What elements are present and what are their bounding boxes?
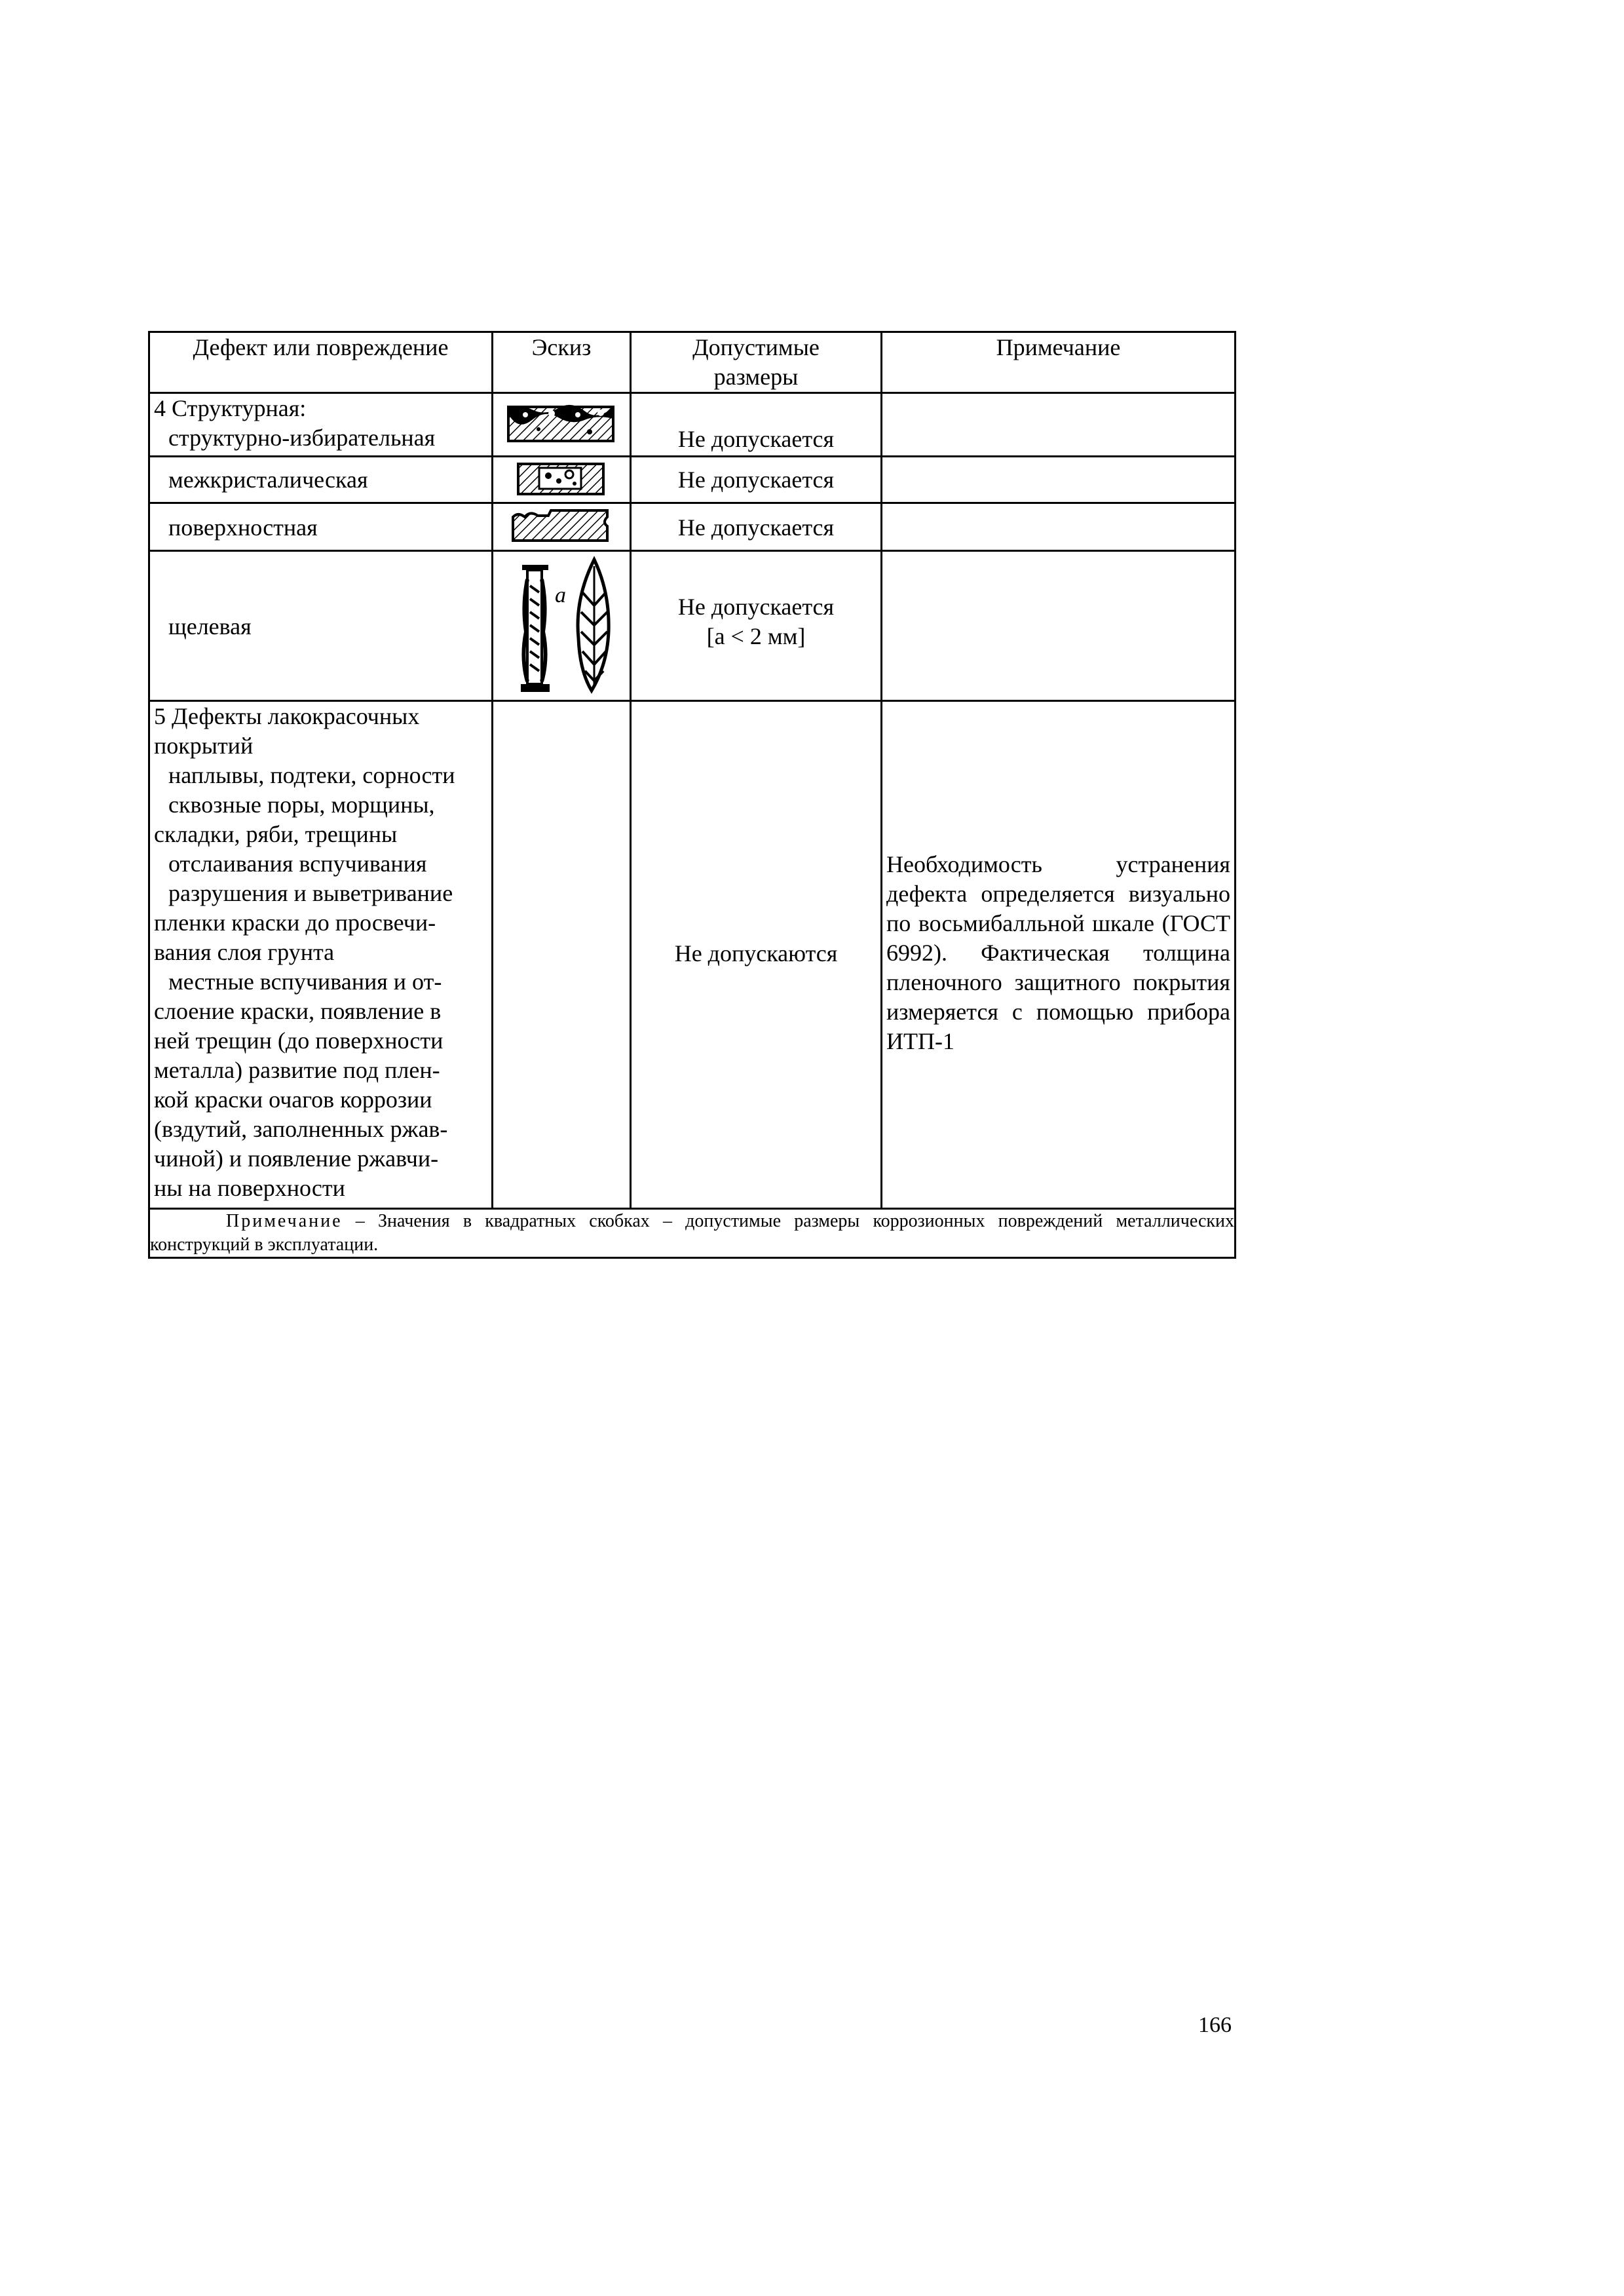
defect-cell	[149, 503, 493, 551]
allowed-value: Не допускается	[677, 426, 835, 452]
defect-cell	[149, 457, 493, 503]
note-cell	[882, 551, 1236, 701]
sketch-cell	[493, 701, 631, 1209]
header-sketch: Эскиз	[493, 332, 631, 393]
sketch-crevice-icon	[502, 553, 620, 697]
sketch-intercrystalline-icon	[516, 461, 607, 498]
header-allowed-line2: размеры	[713, 364, 799, 390]
allowed-value: Не допускается	[677, 594, 835, 620]
section5-line: пленки краски до просвечи-	[154, 909, 436, 936]
sketch-cell	[493, 551, 631, 701]
table-row	[149, 393, 1236, 457]
section5-line: разрушения и выветривание	[168, 880, 453, 906]
header-note: Примечание	[882, 332, 1236, 393]
allowed-cell	[631, 701, 882, 1209]
allowed-extra: [a < 2 мм]	[706, 623, 806, 649]
table-row	[149, 551, 1236, 701]
allowed-value: Не допускается	[677, 514, 835, 541]
allowed-cell	[631, 457, 882, 503]
section5-line: наплывы, подтеки, сорности	[168, 762, 455, 788]
defect-name: структурно-избирательная	[168, 425, 436, 451]
sketch-cell	[493, 503, 631, 551]
footnote-label: Примечание	[226, 1211, 343, 1231]
defect-name: щелевая	[168, 613, 252, 640]
sketch-cell	[493, 457, 631, 503]
allowed-cell	[631, 503, 882, 551]
defect-cell	[149, 701, 493, 1209]
sketch-label-a: a	[555, 583, 566, 607]
section5-note: Необходимость устранения дефекта определяется визуально по восьмибалльной шкале (ГОСТ 6992). Фактическая толщина пленочного защитного покрытия измеряется с помощью прибора ИТП-1	[886, 851, 1230, 1054]
section5-line: отслаивания вспучивания	[168, 851, 427, 877]
table-footnote-row	[149, 1209, 1236, 1258]
defect-cell	[149, 551, 493, 701]
footnote-text: – Значения в квадратных скобках – допустимые размеры коррозионных повреждений металлических конструкций в эксплуатации.	[150, 1211, 1234, 1255]
header-allowed-line1: Допустимые	[692, 334, 820, 360]
section5-line: покрытий	[154, 733, 254, 759]
table-header-row	[149, 332, 1236, 393]
section5-line: (вздутий, заполненных ржав-	[154, 1116, 448, 1142]
page-number: 166	[1198, 2013, 1232, 2037]
note-cell	[882, 701, 1236, 1209]
defect-name: поверхностная	[168, 514, 318, 541]
table-row	[149, 701, 1236, 1209]
section5-line: вания слоя грунта	[154, 939, 335, 965]
section5-line: ны на поверхности	[154, 1175, 345, 1201]
sketch-selective-icon	[506, 402, 617, 448]
defects-table	[148, 331, 1236, 1259]
section4-title: 4 Структурная:	[154, 395, 307, 421]
section5-line: складки, ряби, трещины	[154, 821, 398, 847]
section5-line: ней трещин (до поверхности	[154, 1027, 444, 1054]
note-cell	[882, 503, 1236, 551]
allowed-cell	[631, 551, 882, 701]
section5-line: кой краски очагов коррозии	[154, 1086, 432, 1113]
allowed-cell	[631, 393, 882, 457]
table-row	[149, 503, 1236, 551]
section5-line: сквозные поры, морщины,	[168, 792, 435, 818]
table-row	[149, 457, 1236, 503]
allowed-value: Не допускаются	[674, 940, 838, 966]
section5-line: металла) развитие под плен-	[154, 1057, 440, 1083]
section5-line: местные вспучивания и от-	[168, 968, 442, 995]
defect-name: межкристалическая	[168, 467, 368, 493]
note-cell	[882, 457, 1236, 503]
defect-cell	[149, 393, 493, 457]
header-allowed	[631, 332, 882, 393]
sketch-surface-icon	[509, 507, 614, 546]
section5-line: 5 Дефекты лакокрасочных	[154, 703, 420, 729]
table-footnote	[149, 1209, 1236, 1258]
section5-line: чиной) и появление ржавчи-	[154, 1145, 439, 1172]
header-defect: Дефект или повреждение	[149, 332, 493, 393]
note-cell	[882, 393, 1236, 457]
sketch-cell	[493, 393, 631, 457]
allowed-value: Не допускается	[677, 467, 835, 493]
section5-line: слоение краски, появление в	[154, 998, 442, 1024]
